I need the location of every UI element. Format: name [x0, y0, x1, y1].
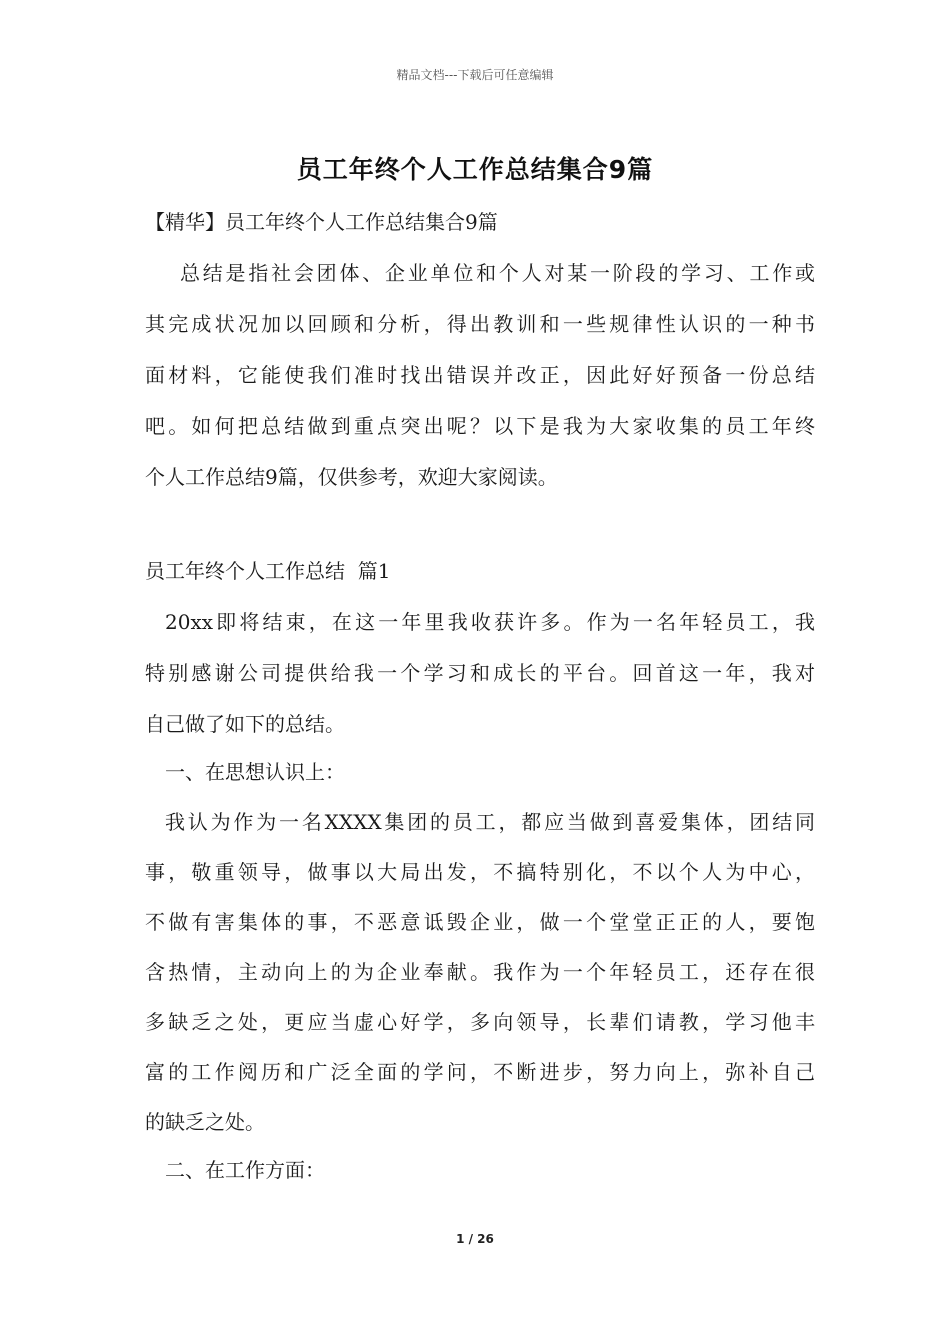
intro-line: 吧。如何把总结做到重点突出呢？以下是我为大家收集的员工年终: [145, 414, 815, 438]
intro-line: 其完成状况加以回顾和分析，得出教训和一些规律性认识的一种书: [145, 312, 815, 336]
intro-line: 面材料，它能使我们准时找出错误并改正，因此好好预备一份总结: [145, 363, 815, 387]
document-subtitle: 【精华】员工年终个人工作总结集合9篇: [145, 210, 498, 234]
section-heading: 员工年终个人工作总结 篇1: [145, 559, 391, 583]
paragraph-line: 20xx即将结束，在这一年里我收获许多。作为一名年轻员工，我: [165, 610, 815, 634]
intro-line: 总结是指社会团体、企业单位和个人对某一阶段的学习、工作或: [180, 261, 815, 285]
paragraph-line: 富的工作阅历和广泛全面的学问，不断进步，努力向上，弥补自己: [145, 1060, 815, 1084]
paragraph-line: 的缺乏之处。: [145, 1110, 265, 1134]
page-number: 1 / 26: [456, 1232, 494, 1246]
paragraph-line: 事，敬重领导，做事以大局出发，不搞特别化，不以个人为中心，: [145, 860, 815, 884]
paragraph-line: 不做有害集体的事，不恶意诋毁企业，做一个堂堂正正的人，要饱: [145, 910, 815, 934]
subheading: 一、在思想认识上：: [165, 760, 345, 784]
intro-line: 个人工作总结9篇，仅供参考，欢迎大家阅读。: [145, 465, 558, 489]
paragraph-line: 含热情，主动向上的为企业奉献。我作为一个年轻员工，还存在很: [145, 960, 815, 984]
document-title: 员工年终个人工作总结集合9篇: [296, 155, 654, 184]
subheading: 二、在工作方面：: [165, 1158, 325, 1182]
header-note: 精品文档---下载后可任意编辑: [396, 68, 554, 82]
paragraph-line: 多缺乏之处，更应当虚心好学，多向领导，长辈们请教，学习他丰: [145, 1010, 815, 1034]
paragraph-line: 我认为作为一名XXXX集团的员工，都应当做到喜爱集体，团结同: [165, 810, 815, 834]
paragraph-line: 自己做了如下的总结。: [145, 712, 345, 736]
paragraph-line: 特别感谢公司提供给我一个学习和成长的平台。回首这一年，我对: [145, 661, 815, 685]
